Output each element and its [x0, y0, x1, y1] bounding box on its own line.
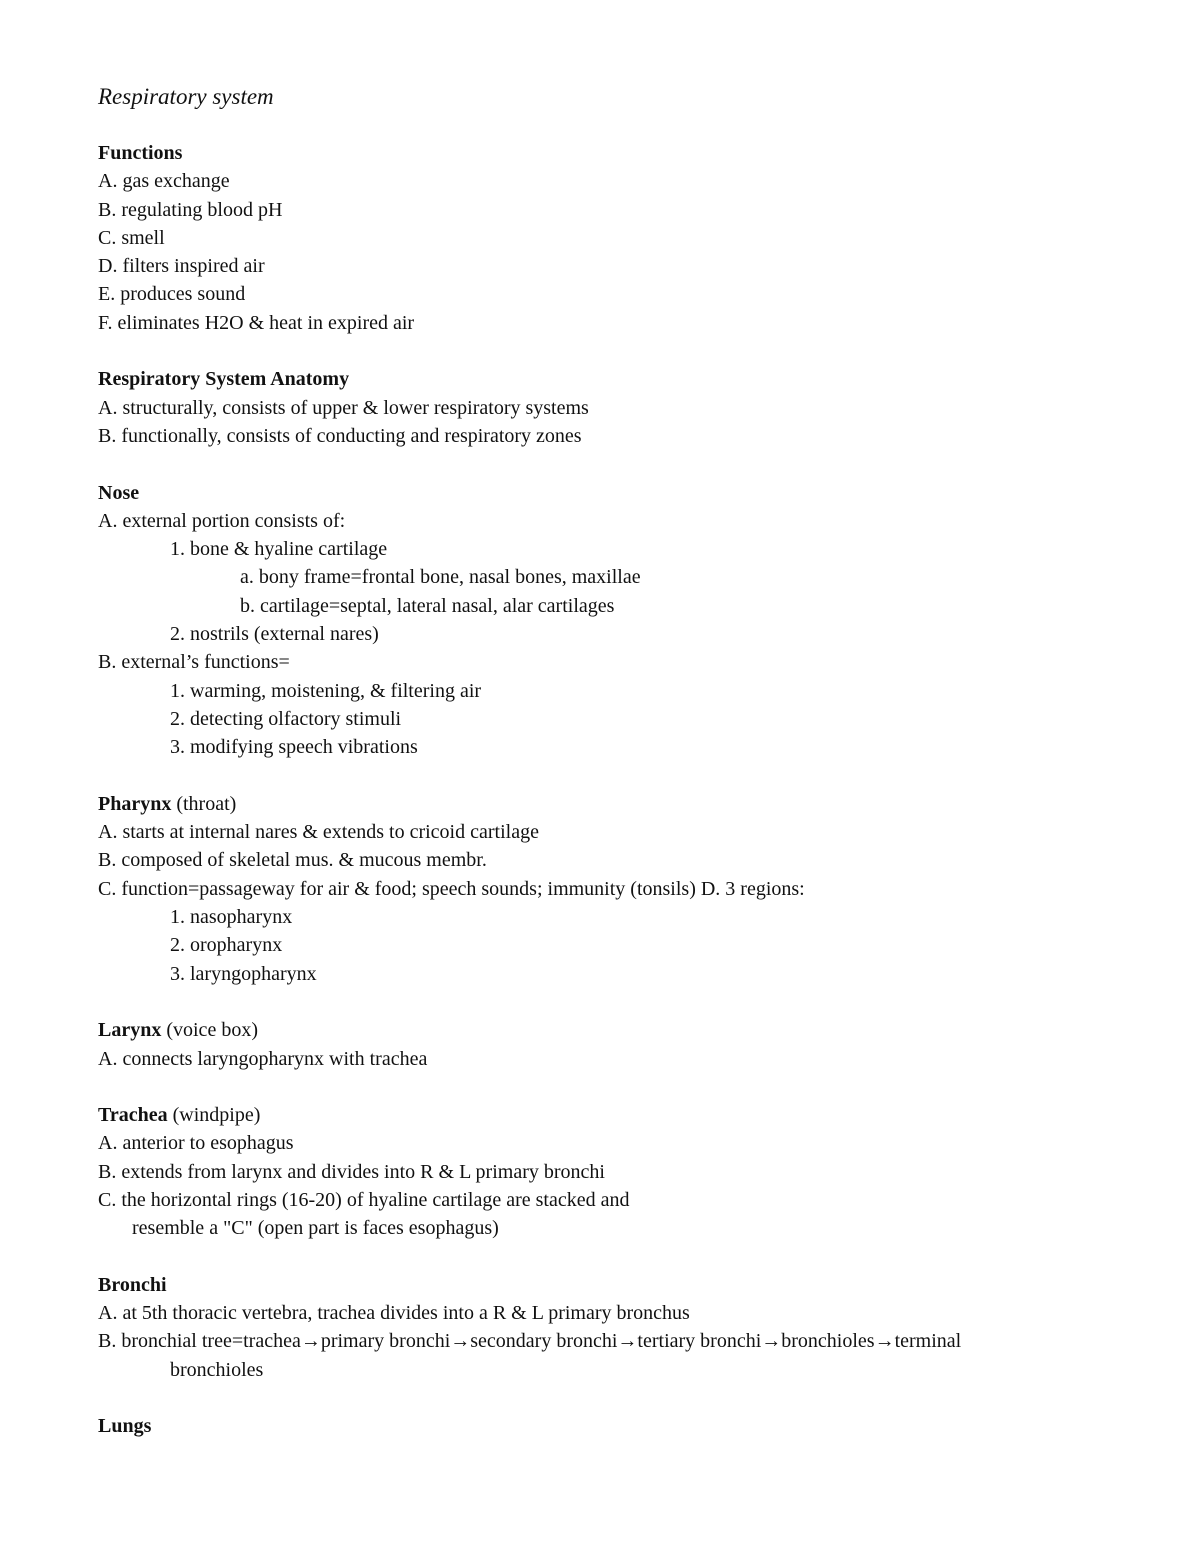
section-heading: Larynx: [98, 1019, 162, 1042]
section-heading-line: [98, 790, 1158, 818]
list-item: 2. nostrils (external nares): [170, 623, 379, 646]
section-nose: [98, 479, 1158, 762]
list-item: 3. laryngopharynx: [170, 962, 317, 985]
list-item: B. composed of skeletal mus. & mucous membr.: [98, 849, 487, 872]
list-item: 2. oropharynx: [170, 934, 283, 957]
list-item: A. starts at internal nares & extends to cricoid cartilage: [98, 821, 539, 844]
document-page: [98, 82, 1158, 1469]
list-item: C. function=passageway for air & food; speech sounds; immunity (tonsils) D. 3 regions:: [98, 877, 805, 900]
list-item: 1. bone & hyaline cartilage: [170, 538, 388, 561]
list-item: B. external’s functions=: [98, 651, 290, 674]
list-item: 1. nasopharynx: [170, 906, 293, 929]
list-item: A. external portion consists of:: [98, 509, 346, 532]
section-heading: Pharynx: [98, 792, 172, 815]
section-heading-line: [98, 1101, 1158, 1129]
section-subtitle: (windpipe): [167, 1104, 261, 1127]
list-item: A. structurally, consists of upper & lower respiratory systems: [98, 396, 589, 419]
section-pharynx: [98, 790, 1158, 988]
section-subtitle: (voice box): [161, 1019, 258, 1042]
list-item: C. the horizontal rings (16-20) of hyaline cartilage are stacked and: [98, 1188, 630, 1211]
section-bronchi: [98, 1271, 1158, 1384]
section-heading: Functions: [98, 142, 183, 164]
section-heading: Lungs: [98, 1415, 152, 1438]
list-item: A. at 5th thoracic vertebra, trachea divides into a R & L primary bronchus: [98, 1302, 690, 1325]
list-item: 2. detecting olfactory stimuli: [170, 707, 402, 730]
section-trachea: [98, 1101, 1158, 1242]
section-anatomy: [98, 365, 1158, 450]
list-item: E. produces sound: [98, 283, 246, 306]
list-item: a. bony frame=frontal bone, nasal bones, maxillae: [240, 566, 641, 589]
list-item: 3. modifying speech vibrations: [170, 736, 418, 759]
section-heading: Respiratory System Anatomy: [98, 368, 350, 391]
section-lungs: [98, 1412, 1158, 1440]
list-item-continuation: bronchioles: [170, 1358, 264, 1381]
list-item: 1. warming, moistening, & filtering air: [170, 679, 482, 702]
section-larynx: [98, 1016, 1158, 1073]
section-heading: Trachea: [98, 1104, 168, 1127]
section-subtitle: (throat): [171, 792, 237, 815]
list-item-continuation: resemble a "C" (open part is faces esophagus): [132, 1217, 499, 1240]
list-item: A. connects laryngopharynx with trachea: [98, 1047, 428, 1070]
section-heading: Bronchi: [98, 1273, 167, 1296]
list-item: b. cartilage=septal, lateral nasal, alar cartilages: [240, 594, 615, 617]
list-item: C. smell: [98, 226, 165, 249]
list-item: B. extends from larynx and divides into R & L primary bronchi: [98, 1160, 605, 1183]
section-functions: [98, 139, 1158, 337]
section-heading: Nose: [98, 481, 140, 504]
document-title: Respiratory system: [98, 84, 274, 109]
section-heading-line: [98, 1016, 1158, 1044]
list-item: B. bronchial tree=trachea→primary bronchi→secondary bronchi→tertiary bronchi→bronchioles→terminal: [98, 1330, 962, 1353]
list-item: F. eliminates H2O & heat in expired air: [98, 311, 415, 334]
list-item: A. gas exchange: [98, 170, 230, 193]
list-item: D. filters inspired air: [98, 255, 265, 278]
list-item: A. anterior to esophagus: [98, 1132, 294, 1155]
list-item: B. functionally, consists of conducting and respiratory zones: [98, 424, 582, 447]
list-item: B. regulating blood pH: [98, 198, 283, 221]
